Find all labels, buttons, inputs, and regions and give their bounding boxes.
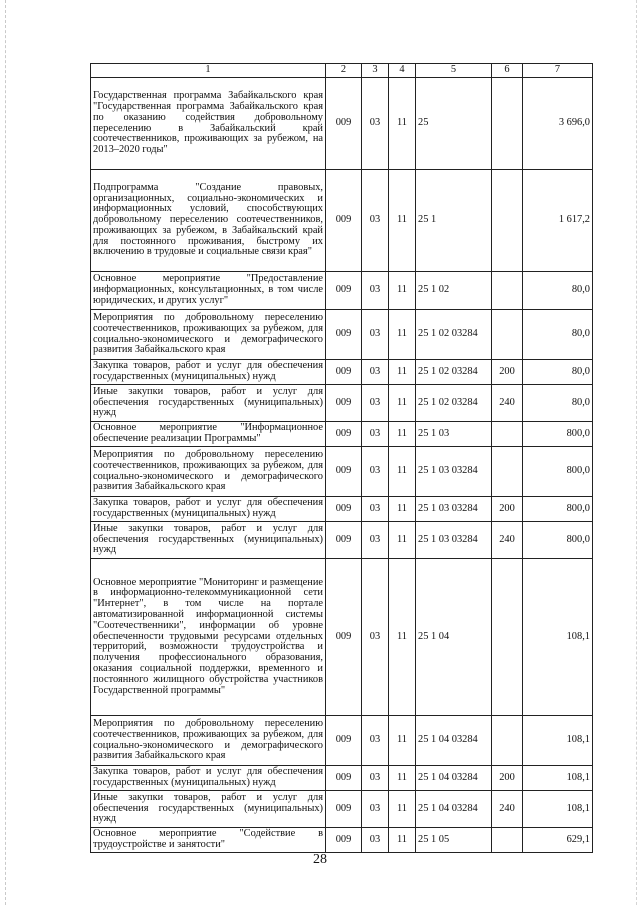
row-target-article: 25 1 04 03284	[416, 766, 492, 791]
row-target-article: 25 1 04 03284	[416, 791, 492, 828]
page-number: 28	[313, 852, 327, 867]
row-admin-code: 009	[326, 170, 362, 272]
row-amount: 800,0	[523, 497, 593, 522]
row-description: Основное мероприятие "Содействие в трудоустройстве и занятости"	[91, 828, 326, 853]
row-expense-type	[492, 310, 523, 360]
row-subsection-code: 11	[389, 559, 416, 716]
row-expense-type: 200	[492, 497, 523, 522]
row-target-article: 25 1	[416, 170, 492, 272]
table-row	[91, 422, 593, 447]
row-description: Мероприятия по добровольному переселению соотечественников, проживающих за рубежом, для социально-экономического и демографического развития Забайкальского края	[91, 447, 326, 497]
row-admin-code: 009	[326, 522, 362, 559]
row-section-code: 03	[362, 716, 389, 766]
row-description: Основное мероприятие "Мониторинг и размещение в информационно-телекоммуникационной сети "Интернет", в том числе на портале автоматизированной информационной системы "Соотечественники", информации об уровне обеспеченности трудовыми ресурсами отдельных территорий, возможности трудоустройства и получения профессионального образования, оказания социальной поддержки, временного и постоянного жилищного обустройства участников Государственной программы"	[91, 559, 326, 716]
table-row	[91, 522, 593, 559]
column-header-3: 3	[362, 64, 389, 78]
table-row	[91, 78, 593, 170]
table-row	[91, 385, 593, 422]
row-subsection-code: 11	[389, 828, 416, 853]
row-section-code: 03	[362, 559, 389, 716]
row-amount: 108,1	[523, 716, 593, 766]
row-target-article: 25 1 02 03284	[416, 385, 492, 422]
row-target-article: 25 1 03	[416, 422, 492, 447]
row-admin-code: 009	[326, 559, 362, 716]
row-admin-code: 009	[326, 422, 362, 447]
row-target-article: 25 1 03 03284	[416, 522, 492, 559]
row-target-article: 25 1 04 03284	[416, 716, 492, 766]
row-expense-type: 240	[492, 522, 523, 559]
row-target-article: 25 1 02	[416, 272, 492, 310]
row-amount: 800,0	[523, 422, 593, 447]
row-subsection-code: 11	[389, 447, 416, 497]
row-expense-type	[492, 78, 523, 170]
row-admin-code: 009	[326, 716, 362, 766]
row-description: Иные закупки товаров, работ и услуг для обеспечения государственных (муниципальных) нужд	[91, 522, 326, 559]
row-target-article: 25 1 04	[416, 559, 492, 716]
row-description: Закупка товаров, работ и услуг для обеспечения государственных (муниципальных) нужд	[91, 766, 326, 791]
row-admin-code: 009	[326, 360, 362, 385]
row-subsection-code: 11	[389, 497, 416, 522]
row-amount: 3 696,0	[523, 78, 593, 170]
row-description: Иные закупки товаров, работ и услуг для обеспечения государственных (муниципальных) нужд	[91, 791, 326, 828]
row-admin-code: 009	[326, 272, 362, 310]
row-section-code: 03	[362, 78, 389, 170]
row-target-article: 25 1 05	[416, 828, 492, 853]
table-row	[91, 497, 593, 522]
table-row	[91, 766, 593, 791]
row-expense-type	[492, 170, 523, 272]
row-expense-type: 240	[492, 385, 523, 422]
row-amount: 80,0	[523, 385, 593, 422]
row-amount: 80,0	[523, 360, 593, 385]
row-subsection-code: 11	[389, 422, 416, 447]
row-description: Закупка товаров, работ и услуг для обеспечения государственных (муниципальных) нужд	[91, 360, 326, 385]
row-description: Мероприятия по добровольному переселению соотечественников, проживающих за рубежом, для социально-экономического и демографического развития Забайкальского края	[91, 716, 326, 766]
column-header-4: 4	[389, 64, 416, 78]
row-expense-type	[492, 828, 523, 853]
row-amount: 629,1	[523, 828, 593, 853]
row-admin-code: 009	[326, 447, 362, 497]
row-section-code: 03	[362, 422, 389, 447]
column-header-2: 2	[326, 64, 362, 78]
table-row	[91, 447, 593, 497]
row-section-code: 03	[362, 497, 389, 522]
row-amount: 80,0	[523, 272, 593, 310]
row-expense-type	[492, 716, 523, 766]
table-header-row	[91, 64, 593, 78]
row-description: Государственная программа Забайкальского края "Государственная программа Забайкальского края по оказанию содействия добровольному переселению в Забайкальский край соотечественников, проживающих за рубежом, на 2013–2020 годы"	[91, 78, 326, 170]
row-section-code: 03	[362, 522, 389, 559]
row-amount: 1 617,2	[523, 170, 593, 272]
row-section-code: 03	[362, 791, 389, 828]
row-description: Мероприятия по добровольному переселению соотечественников, проживающих за рубежом, для социально-экономического и демографического развития Забайкальского края	[91, 310, 326, 360]
row-target-article: 25	[416, 78, 492, 170]
row-amount: 800,0	[523, 447, 593, 497]
table-row	[91, 170, 593, 272]
scan-edge-left	[5, 0, 6, 905]
table-row	[91, 310, 593, 360]
row-description: Закупка товаров, работ и услуг для обеспечения государственных (муниципальных) нужд	[91, 497, 326, 522]
scan-edge-right	[636, 0, 637, 905]
row-expense-type	[492, 559, 523, 716]
row-section-code: 03	[362, 170, 389, 272]
row-target-article: 25 1 02 03284	[416, 360, 492, 385]
row-admin-code: 009	[326, 828, 362, 853]
row-section-code: 03	[362, 828, 389, 853]
row-amount: 108,1	[523, 559, 593, 716]
row-subsection-code: 11	[389, 385, 416, 422]
column-header-5: 5	[416, 64, 492, 78]
row-subsection-code: 11	[389, 766, 416, 791]
table-row	[91, 716, 593, 766]
row-amount: 80,0	[523, 310, 593, 360]
budget-table	[90, 63, 593, 853]
row-description: Основное мероприятие "Предоставление информационных, консультационных, в том числе юридических, и других услуг"	[91, 272, 326, 310]
column-header-7: 7	[523, 64, 593, 78]
row-expense-type: 200	[492, 360, 523, 385]
row-admin-code: 009	[326, 385, 362, 422]
row-section-code: 03	[362, 310, 389, 360]
row-amount: 108,1	[523, 766, 593, 791]
row-section-code: 03	[362, 766, 389, 791]
row-subsection-code: 11	[389, 310, 416, 360]
row-subsection-code: 11	[389, 272, 416, 310]
row-target-article: 25 1 02 03284	[416, 310, 492, 360]
row-amount: 800,0	[523, 522, 593, 559]
row-description: Иные закупки товаров, работ и услуг для обеспечения государственных (муниципальных) нужд	[91, 385, 326, 422]
row-expense-type: 240	[492, 791, 523, 828]
row-description: Основное мероприятие "Информационное обеспечение реализации Программы"	[91, 422, 326, 447]
row-subsection-code: 11	[389, 170, 416, 272]
row-admin-code: 009	[326, 791, 362, 828]
table-row	[91, 272, 593, 310]
row-admin-code: 009	[326, 766, 362, 791]
row-admin-code: 009	[326, 497, 362, 522]
row-subsection-code: 11	[389, 791, 416, 828]
table-row	[91, 828, 593, 853]
row-expense-type	[492, 447, 523, 497]
table-row	[91, 360, 593, 385]
row-target-article: 25 1 03 03284	[416, 497, 492, 522]
row-subsection-code: 11	[389, 360, 416, 385]
row-section-code: 03	[362, 272, 389, 310]
row-expense-type	[492, 422, 523, 447]
row-description: Подпрограмма "Создание правовых, организационных, социально-экономических и информационных условий, способствующих добровольному переселению соотечественников, проживающих за рубежом, в Забайкальский край для постоянного проживания, быстрому их включению в трудовые и социальные связи края"	[91, 170, 326, 272]
column-header-1: 1	[91, 64, 326, 78]
row-admin-code: 009	[326, 310, 362, 360]
table-row	[91, 791, 593, 828]
row-expense-type: 200	[492, 766, 523, 791]
table-row	[91, 559, 593, 716]
row-subsection-code: 11	[389, 716, 416, 766]
row-target-article: 25 1 03 03284	[416, 447, 492, 497]
row-section-code: 03	[362, 360, 389, 385]
row-amount: 108,1	[523, 791, 593, 828]
column-header-6: 6	[492, 64, 523, 78]
row-section-code: 03	[362, 447, 389, 497]
row-admin-code: 009	[326, 78, 362, 170]
row-subsection-code: 11	[389, 78, 416, 170]
row-expense-type	[492, 272, 523, 310]
row-subsection-code: 11	[389, 522, 416, 559]
row-section-code: 03	[362, 385, 389, 422]
